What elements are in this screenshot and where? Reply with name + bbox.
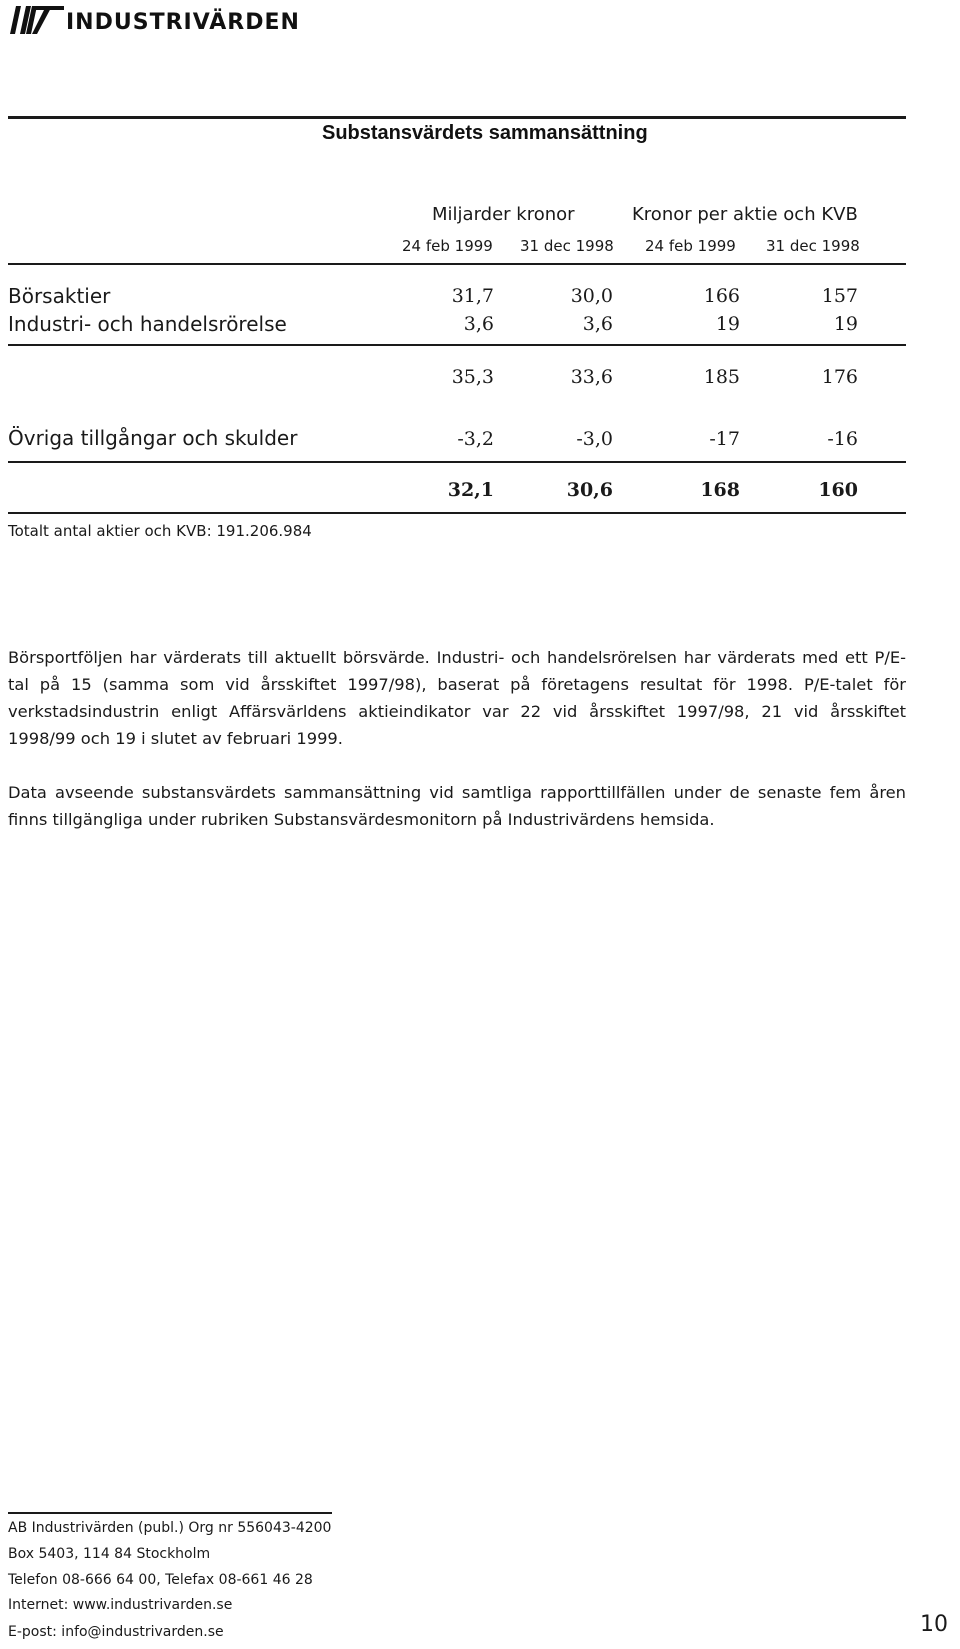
table-cell: -16: [827, 428, 858, 450]
footer-phone: Telefon 08-666 64 00, Telefax 08-661 46 28: [8, 1572, 313, 1588]
page-number: 10: [920, 1612, 948, 1637]
subtotal-rule: [8, 344, 906, 346]
table-cell: 19: [833, 313, 858, 335]
company-logo: [6, 4, 300, 36]
row-label-industri: Industri- och handelsrörelse: [8, 312, 287, 336]
footer-rule: [8, 1512, 332, 1514]
row-label-ovriga: Övriga tillgångar och skulder: [8, 426, 298, 450]
table-header-rule: [8, 263, 906, 265]
table-cell: -3,0: [576, 428, 613, 450]
column-date-2: 31 dec 1998: [520, 237, 614, 255]
section-title: Substansvärdets sammansättning: [322, 122, 648, 144]
table-cell: 168: [700, 479, 740, 501]
footer-website[interactable]: Internet: www.industrivarden.se: [8, 1597, 233, 1613]
total-rule: [8, 461, 906, 463]
table-cell: 19: [715, 313, 740, 335]
table-cell: 33,6: [570, 366, 613, 388]
footer-address: Box 5403, 114 84 Stockholm: [8, 1546, 211, 1562]
table-bottom-rule: [8, 512, 906, 514]
share-count-note: Totalt antal aktier och KVB: 191.206.984: [8, 522, 312, 540]
table-cell: 185: [703, 366, 740, 388]
paragraph-valuation: Börsportföljen har värderats till aktuellt börsvärde. Industri- och handelsrörelsen har värderats med ett P/E-tal på 15 (samma som vid årsskiftet 1997/98), baserat på företagens resultat för 1998. P/E-talet för verkstadsindustrin enligt Affärsvärldens aktieindikator var 22 vid årsskiftet 1997/98, 21 vid årsskiftet 1998/99 och 19 i slutet av februari 1999.: [8, 648, 906, 748]
table-cell: 176: [821, 366, 858, 388]
industrivarden-logo-icon: [6, 4, 64, 36]
table-cell: 160: [818, 479, 858, 501]
column-group-sek-per-share: Kronor per aktie och KVB: [632, 204, 858, 225]
table-cell: 32,1: [447, 479, 494, 501]
table-cell: 31,7: [451, 285, 494, 307]
header-rule: [8, 116, 906, 119]
table-cell: -3,2: [457, 428, 494, 450]
table-cell: 166: [703, 285, 740, 307]
paragraph-data-availability: Data avseende substansvärdets sammansättning vid samtliga rapporttillfällen under de senaste fem åren finns tillgängliga under rubriken Substansvärdesmonitorn på Industrivärdens hemsida.: [8, 783, 906, 829]
column-group-billion-sek: Miljarder kronor: [432, 204, 575, 225]
column-date-4: 31 dec 1998: [766, 237, 860, 255]
table-cell: 30,6: [566, 479, 613, 501]
table-cell: 3,6: [582, 313, 613, 335]
footer-email[interactable]: E-post: info@industrivarden.se: [8, 1624, 224, 1640]
table-cell: 157: [821, 285, 858, 307]
table-cell: 30,0: [570, 285, 613, 307]
row-label-borsaktier: Börsaktier: [8, 284, 111, 308]
table-cell: 3,6: [463, 313, 494, 335]
table-cell: -17: [709, 428, 740, 450]
logo-text: INDUSTRIVÄRDEN: [66, 9, 300, 35]
column-date-1: 24 feb 1999: [402, 237, 493, 255]
table-cell: 35,3: [451, 366, 494, 388]
column-date-3: 24 feb 1999: [645, 237, 736, 255]
footer-company: AB Industrivärden (publ.) Org nr 556043-4200: [8, 1520, 332, 1536]
